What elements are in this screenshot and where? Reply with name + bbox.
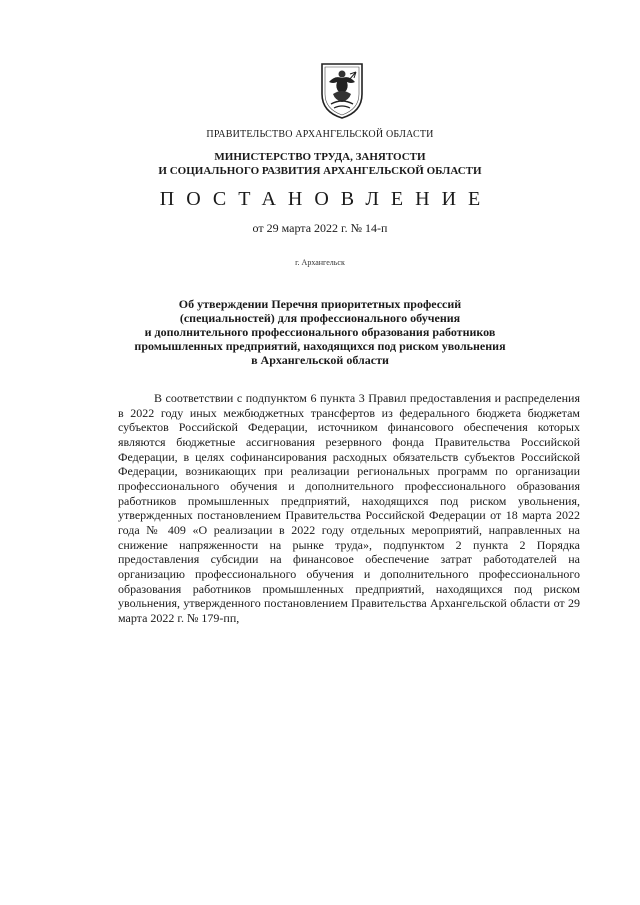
- document-date-number: от 29 марта 2022 г. № 14-п: [252, 221, 388, 235]
- ministry-name: [0, 150, 640, 178]
- document-type: ПОСТАНОВЛЕНИЕ: [159, 188, 493, 210]
- document-title: [0, 297, 640, 367]
- ministry-line: МИНИСТЕРСТВО ТРУДА, ЗАНЯТОСТИ: [214, 151, 426, 163]
- document-body: [118, 391, 580, 626]
- title-line: Об утверждении Перечня приоритетных профессий: [178, 297, 462, 311]
- ministry-line: И СОЦИАЛЬНОГО РАЗВИТИЯ АРХАНГЕЛЬСКОЙ ОБЛАСТИ: [158, 165, 482, 177]
- title-line: (специальностей) для профессионального обучения: [179, 311, 461, 325]
- document-city: г. Архангельск: [295, 258, 345, 267]
- body-paragraph: В соответствии с подпунктом 6 пункта 3 Правил предоставления и распределения в 2022 году иных межбюджетных трансфертов из федерального бюджета бюджетам субъектов Российской Федерации, источником финансового обеспечения которых являются бюджетные ассигнования резервного фонда Правительства Российской Федерации, в целях софинансирования расходных обязательств субъектов Российской Федерации, возникающих при реализации региональных программ по организации профессионального обучения и дополнительного профессионального образования работников промышленных предприятий, находящихся под риском увольнения, утвержденных постановлением Правительства Российской Федерации от 18 марта 2022 года № 409 «О реализации в 2022 году отдельных мероприятий, направленных на снижение напряженности на рынке труда», подпунктом 2 пункта 2 Порядка предоставления субсидии на финансовое обеспечение затрат работодателей на организацию профессионального обучения и дополнительного профессионального образования работников промышленных предприятий, находящихся под риском увольнения, утвержденного постановлением Правительства Архангельской области от 29 марта 2022 г. № 179-пп,: [118, 391, 580, 625]
- government-name: ПРАВИТЕЛЬСТВО АРХАНГЕЛЬСКОЙ ОБЛАСТИ: [206, 129, 434, 140]
- title-line: промышленных предприятий, находящихся под риском увольнения: [134, 339, 506, 353]
- title-line: в Архангельской области: [251, 353, 389, 367]
- coat-of-arms-icon: [319, 60, 365, 120]
- title-line: и дополнительного профессионального образования работников: [144, 325, 496, 339]
